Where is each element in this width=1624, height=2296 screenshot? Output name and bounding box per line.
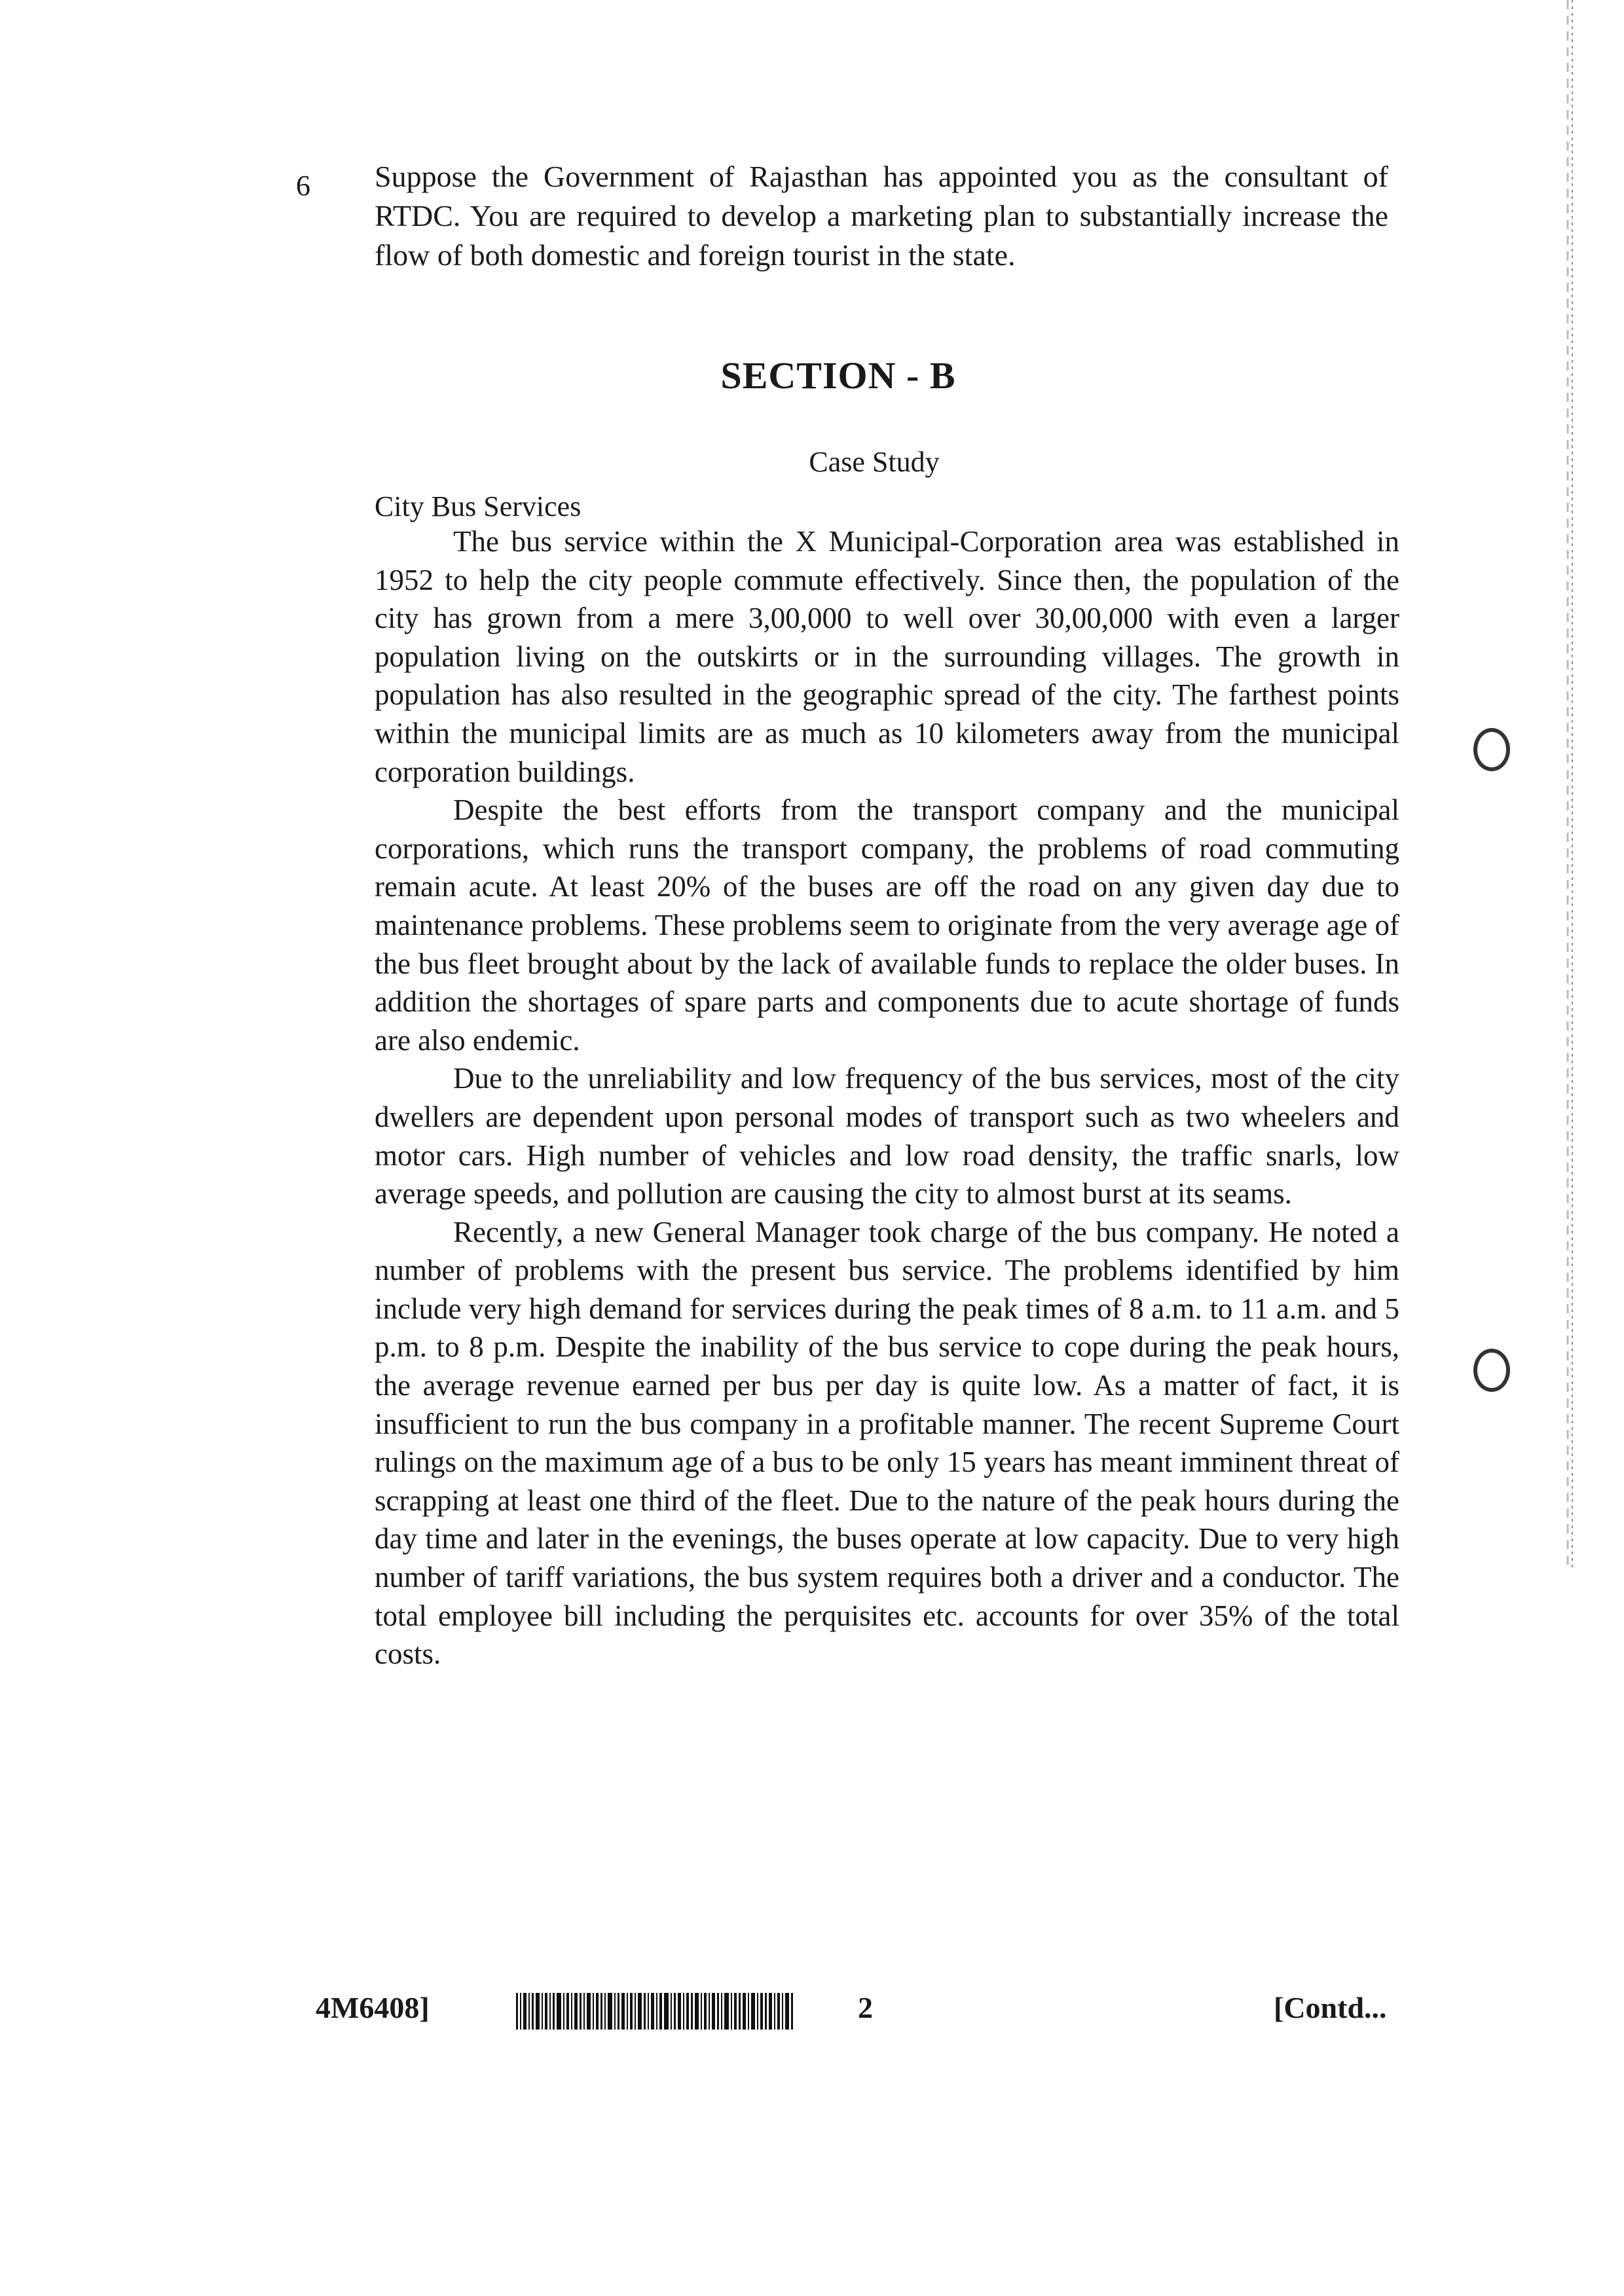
- continued-label: [Contd...: [1274, 1991, 1387, 2024]
- case-study-label: Case Study: [809, 446, 940, 478]
- scan-edge-shadow: [1564, 0, 1577, 1571]
- section-title: SECTION - B: [720, 354, 956, 397]
- paragraph-2: Despite the best efforts from the transport company and the municipal corporations, which runs the transport company, the problems of road commuting remain acute. At least 20% of the buses are off the road on any given day due to maintenance problems. These problems seem to originate from the very average age of the bus fleet brought about by the lack of available funds to replace the older buses. In addition the shortages of spare parts and components due to acute shortage of funds are also endemic.: [375, 793, 1399, 1057]
- paragraph-4: Recently, a new General Manager took charge of the bus company. He noted a number of problems with the present bus service. The problems identified by him include very high demand for services during the peak times of 8 a.m. to 11 a.m. and 5 p.m. to 8 p.m. Despite the inability of the bus service to cope during the peak hours, the average revenue earned per bus per day is quite low. As a matter of fact, it is insufficient to run the bus company in a profitable manner. The recent Supreme Court rulings on the maximum age of a bus to be only 15 years has meant imminent threat of scrapping at least one third of the fleet. Due to the nature of the peak hours during the day time and later in the evenings, the buses operate at low capacity. Due to very high number of tariff variations, the bus system requires both a driver and a conductor. The total employee bill including the perquisites etc. accounts for over 35% of the total costs.: [375, 1215, 1399, 1671]
- question-text: Suppose the Government of Rajasthan has appointed you as the consultant of RTDC. You are required to develop a marketing plan to substantially increase the flow of both domestic and foreign tourist in the state.: [375, 160, 1388, 272]
- punch-hole-bottom: [1473, 1349, 1510, 1392]
- case-body: [375, 522, 1399, 1673]
- paragraph-1: The bus service within the X Municipal-Corporation area was established in 1952 to help the city people commute effectively. Since then, the population of the city has grown from a mere 3,00,000 to well over 30,00,000 with even a larger population living on the outskirts or in the surrounding villages. The growth in population has also resulted in the geographic spread of the city. The farthest points within the municipal limits are as much as 10 kilometers away from the municipal corporation buildings.: [375, 525, 1399, 788]
- question-number: 6: [296, 170, 310, 202]
- case-title: City Bus Services: [375, 490, 581, 522]
- page-number: 2: [858, 1991, 873, 2024]
- punch-hole-top: [1473, 728, 1510, 771]
- paper-code: 4M6408]: [316, 1991, 430, 2024]
- barcode-icon: [516, 1993, 794, 2030]
- paragraph-3: Due to the unreliability and low frequency of the bus services, most of the city dwellers are dependent upon personal modes of transport such as two wheelers and motor cars. High number of vehicles and low road density, the traffic snarls, low average speeds, and pollution are causing the city to almost burst at its seams.: [375, 1062, 1399, 1211]
- page-footer: [0, 1990, 1624, 2043]
